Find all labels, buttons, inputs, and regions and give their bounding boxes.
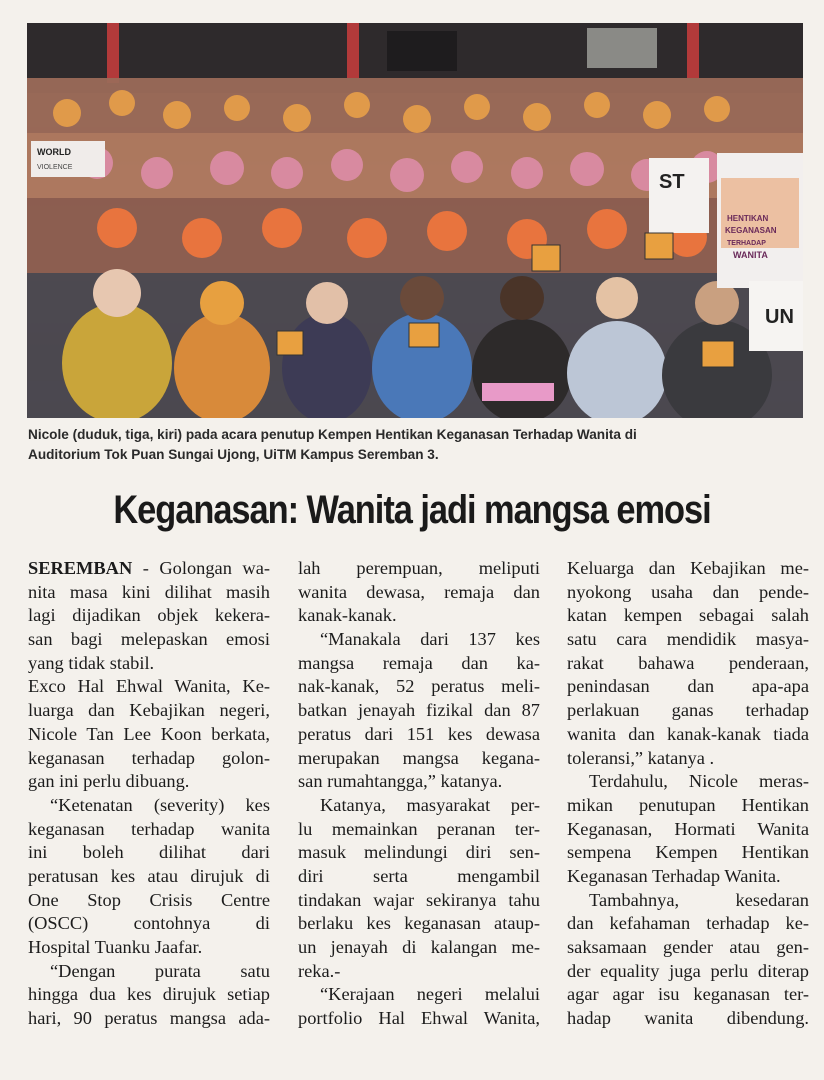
banner-violence-text: VIOLENCE [37,164,73,171]
article-line: peratus dari 151 kes dewasa [298,723,540,744]
article-line: portfolio Hal Ehwal Wanita, [298,1008,540,1029]
banner-un-text: UN [765,306,794,328]
banner-keganasan-text: KEGANASAN [725,226,777,235]
article-line: Keganasan Terhadap Wanita. [567,865,781,886]
banner-world-text: WORLD [37,147,71,157]
article-line: tindakan wajar sekiranya tahu [298,889,540,910]
article-line: “Ketenatan (severity) kes [50,794,270,815]
caption-line-2: Auditorium Tok Puan Sungai Ujong, UiTM Kampus Seremban 3. [28,447,439,462]
article-line: (OSCC) contohnya di [28,913,270,934]
article-line: Keluarga dan Kebajikan me- [567,558,809,578]
article-line: mikan penutupan Hentikan [567,794,809,815]
article-line: un jenayah di kalangan me- [298,937,540,957]
article-line: peratusan kes atau dirujuk di [28,865,270,886]
article-line: nak-kanak, 52 peratus meli- [298,676,540,697]
photo-caption [28,425,798,465]
caption-line-1: Nicole (duduk, tiga, kiri) pada acara penutup Kempen Hentikan Keganasan Terhadap Wanita di [28,427,637,442]
article-line: katan kempen sebagai salah [567,605,809,626]
article-line: batkan jenayah fizikal dan 87 [298,700,540,721]
article-column-2 [298,557,540,1031]
article-line: Terdahulu, Nicole meras- [589,771,809,792]
article-line: masuk melindungi diri sen- [298,842,540,863]
article-line: toleransi,” katanya . [567,747,715,768]
article-line: Exco Hal Ehwal Wanita, Ke- [28,676,270,697]
article-line: dan kefahaman terhadap ke- [567,913,809,934]
article-line: wanita dewasa, remaja dan [298,581,540,602]
article-line: lagi dijadikan objek kekera- [28,605,270,626]
article-column-1 [28,557,270,1031]
article-dateline: SEREMBAN [28,558,133,578]
article-line: “Manakala dari 137 kes [320,629,540,650]
banner-hentikan-text: HENTIKAN [727,214,769,223]
article-line: diri serta mengambil [298,865,540,886]
article-line: keganasan terhadap golon- [28,747,270,768]
article-line: gan ini perlu dibuang. [28,771,190,792]
article-line: san bagi melepaskan emosi [28,629,270,650]
article-line: san rumahtangga,” katanya. [298,771,503,792]
article-line: perlakuan ganas terhadap [567,700,809,721]
article-line: kanak-kanak. [298,605,397,626]
article-line: mangsa remaja dan ka- [298,652,540,673]
article-line: Keganasan, Hormati Wanita [567,818,809,839]
article-headline: Keganasan: Wanita jadi mangsa emosi [113,488,711,532]
article-column-3 [567,557,809,1031]
article-line: “Kerajaan negeri melalui [320,984,540,1005]
article-line: rakat bahawa penderaan, [567,652,809,673]
article-line: yang tidak stabil. [28,652,155,673]
article-line [28,557,270,581]
article-line: wanita dan kanak-kanak tiada [567,723,809,744]
article-line: hadap wanita dibendung. [567,1008,809,1029]
article-line: reka.- [298,960,341,981]
article-line: hari, 90 peratus mangsa ada- [28,1008,270,1029]
news-photo [27,23,803,418]
banner-terhadap-text: TERHADAP [727,240,766,247]
article-line: merupakan mangsa kegana- [298,747,540,768]
article-line: saksamaan gender atau gen- [567,937,809,957]
article-line: Nicole Tan Lee Koon berkata, [28,723,270,744]
article-line: nyokong usaha dan pende- [567,581,809,602]
article-line: luarga dan Kebajikan negeri, [28,700,270,721]
article-line: penindasan dan apa-apa [567,676,809,697]
article-line: lu memainkan peranan ter- [298,818,540,839]
article-line: “Dengan purata satu [50,960,270,981]
article-line: berlaku kes keganasan ataup- [298,913,540,934]
article-line: satu cara mendidik masya- [567,629,809,650]
article-line: ini boleh dilihat dari [28,842,270,863]
article-line: sempena Kempen Hentikan [567,842,809,863]
article-line: lah perempuan, meliputi [298,558,540,578]
audience-photo-illustration [27,23,803,418]
article-line: One Stop Crisis Centre [28,889,270,910]
article-line: nita masa kini dilihat masih [28,581,270,602]
article-line: Katanya, masyarakat per- [320,794,540,815]
article-line-text: - Golongan wa- [132,558,270,578]
article-line: der equality juga perlu diterap [567,960,809,981]
article-line: keganasan terhadap wanita [28,818,270,839]
banner-wanita-text: WANITA [733,250,768,260]
banner-stop-text: ST [659,171,685,193]
article-line: hingga dua kes dirujuk setiap [28,984,270,1005]
article-line: agar agar isu keganasan ter- [567,984,809,1005]
article-line: Hospital Tuanku Jaafar. [28,937,203,957]
article-line: Tambahnya, kesedaran [589,889,809,910]
